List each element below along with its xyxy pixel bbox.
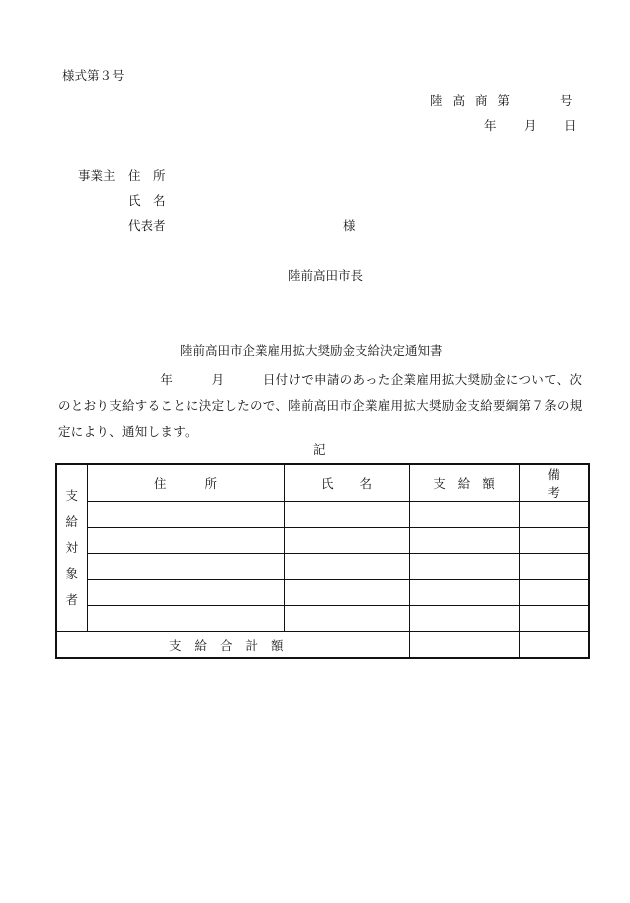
body-month: 月	[211, 372, 225, 387]
table-row	[56, 606, 589, 632]
body-text: 日付けで申請のあった企業雇用拡大奨励金について、次のとおり支給することに決定したので、陸前高田市企業雇用拡大奨励金支給要綱第７条の規定により、通知します。	[58, 372, 583, 439]
name-cell[interactable]	[284, 528, 409, 554]
table-row	[56, 528, 589, 554]
header-address: 住所	[87, 464, 284, 502]
amount-cell[interactable]	[409, 554, 519, 580]
amount-cell[interactable]	[409, 528, 519, 554]
honorific: 様	[343, 218, 356, 233]
address-label: 住 所	[128, 168, 166, 183]
remarks-cell[interactable]	[519, 580, 589, 606]
header-remarks: 備考	[519, 464, 589, 502]
header-amount: 支給額	[409, 464, 519, 502]
payment-table	[55, 463, 590, 659]
amount-cell[interactable]	[409, 502, 519, 528]
name-cell[interactable]	[284, 580, 409, 606]
total-row	[56, 632, 589, 659]
sender: 陸前高田市長	[288, 268, 364, 283]
employer-label: 事業主	[78, 168, 116, 183]
remarks-cell[interactable]	[519, 502, 589, 528]
reference-suffix: 号	[560, 93, 573, 108]
amount-cell[interactable]	[409, 606, 519, 632]
body-paragraph	[58, 367, 590, 445]
date-year: 年	[484, 118, 497, 133]
body-year: 年	[160, 372, 174, 387]
reference-prefix: 陸 高 商 第	[430, 93, 513, 108]
name-label: 氏 名	[128, 193, 166, 208]
total-remarks-cell[interactable]	[519, 632, 589, 659]
name-cell[interactable]	[284, 554, 409, 580]
address-cell[interactable]	[87, 554, 284, 580]
table-row	[56, 554, 589, 580]
table-row	[56, 502, 589, 528]
document-title: 陸前高田市企業雇用拡大奨励金支給決定通知書	[180, 343, 443, 358]
table-row	[56, 580, 589, 606]
remarks-cell[interactable]	[519, 554, 589, 580]
address-cell[interactable]	[87, 606, 284, 632]
recipients-side-label: 支 給 対 象 者	[56, 464, 87, 632]
address-cell[interactable]	[87, 502, 284, 528]
representative-label: 代表者	[128, 218, 166, 233]
total-amount-cell[interactable]	[409, 632, 519, 659]
address-cell[interactable]	[87, 580, 284, 606]
name-cell[interactable]	[284, 606, 409, 632]
header-name: 氏名	[284, 464, 409, 502]
amount-cell[interactable]	[409, 580, 519, 606]
table-header-row	[56, 464, 589, 502]
form-number: 様式第３号	[62, 68, 125, 83]
remarks-cell[interactable]	[519, 528, 589, 554]
name-cell[interactable]	[284, 502, 409, 528]
address-cell[interactable]	[87, 528, 284, 554]
remarks-cell[interactable]	[519, 606, 589, 632]
total-label: 支給合計額	[56, 632, 409, 659]
ki-label: 記	[313, 442, 326, 457]
date-month: 月	[524, 118, 537, 133]
date-day: 日	[564, 118, 577, 133]
